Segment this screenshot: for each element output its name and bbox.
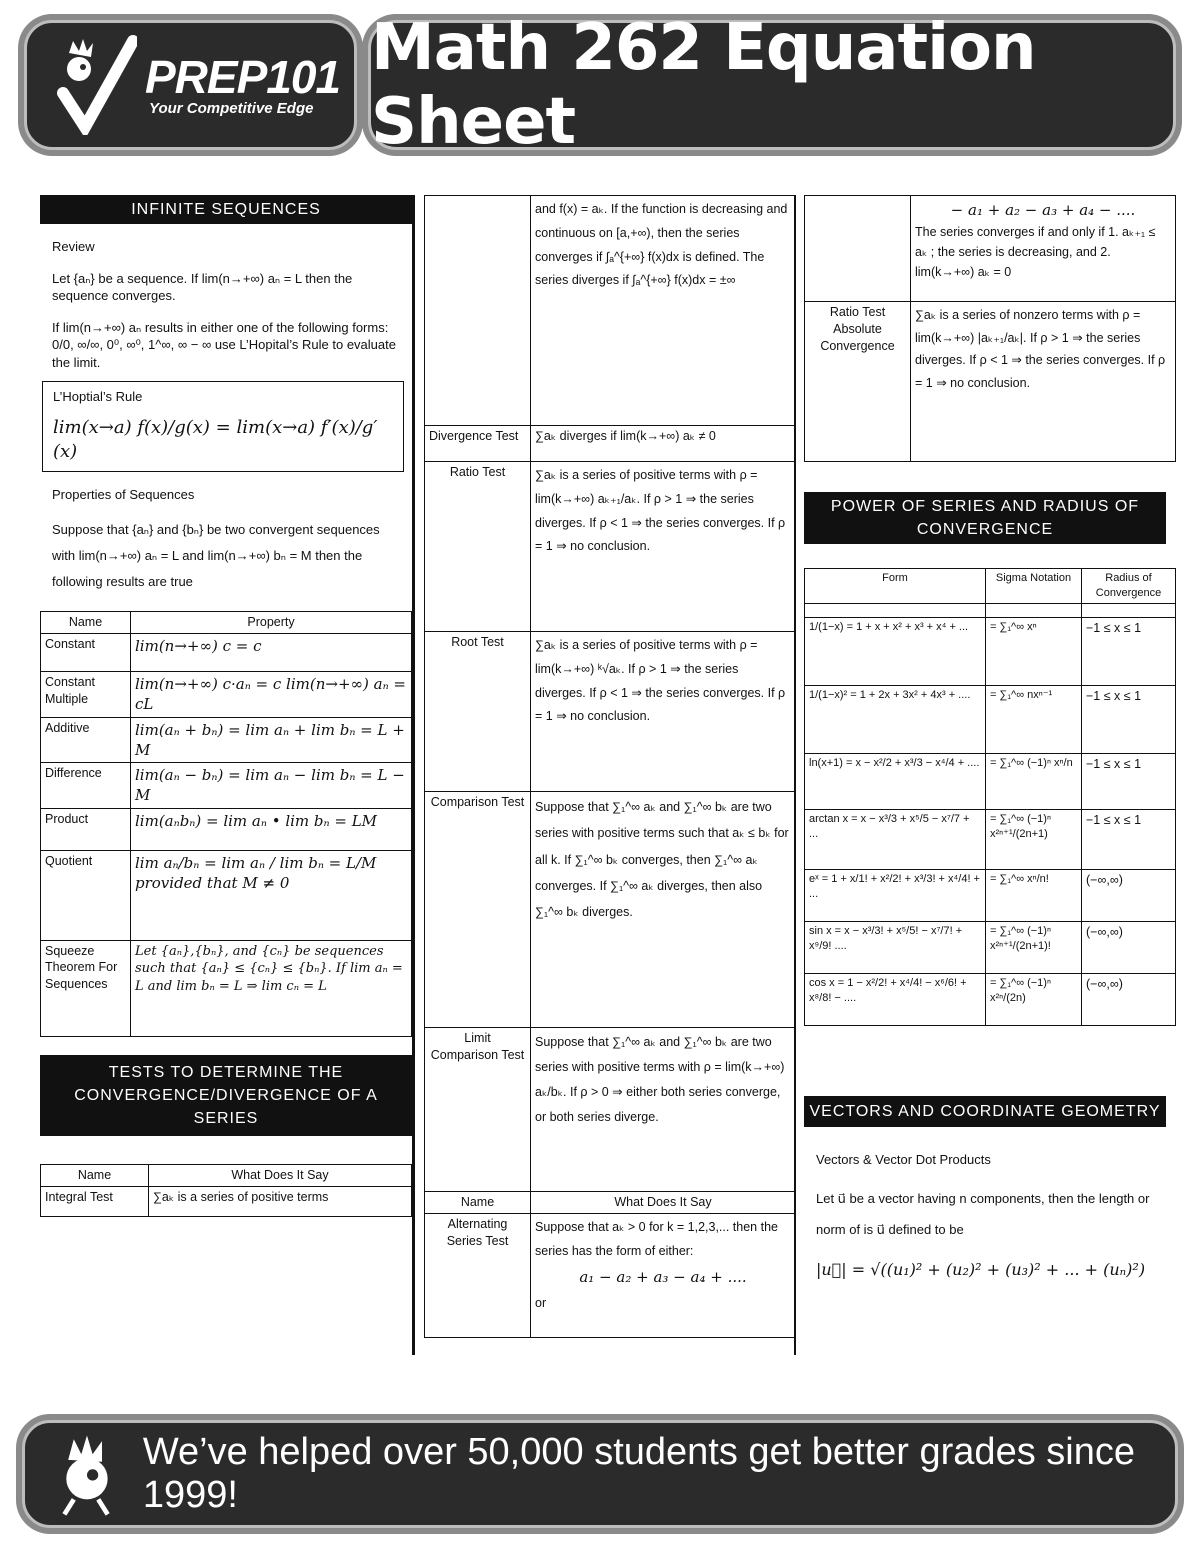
- col-header-radius: Radius of Convergence: [1082, 569, 1176, 604]
- logo-banner: [18, 14, 363, 156]
- tests-table-right: [804, 195, 1176, 462]
- right-column: [804, 195, 1176, 1281]
- indeterminate-forms: If lim(n→+∞) aₙ results in either one of the following forms: 0/0, ∞/∞, 0⁰, ∞⁰, 1^∞, ∞ − ∞ use L’Hopital’s Rule to evaluate the limit.: [52, 319, 396, 370]
- table-row: [41, 940, 412, 1036]
- row-text: ∑aₖ is a series of nonzero terms with ρ = lim(k→+∞) |aₖ₊₁/aₖ|. If ρ > 1 ⇒ the series diverges. If ρ < 1 ⇒ the series converges. If ρ = 1 ⇒ no conclusion.: [911, 302, 1176, 462]
- table-row: [41, 808, 412, 850]
- table-row: [805, 810, 1176, 870]
- row-sigma: = ∑₁^∞ (−1)ⁿ x²ⁿ⁺¹/(2n+1)!: [986, 922, 1082, 974]
- row-form: 1/(1−x) = 1 + x + x² + x³ + x⁴ + ...: [805, 618, 986, 686]
- row-name: Ratio Test Absolute Convergence: [805, 302, 911, 462]
- alternating-form-1: a₁ − a₂ + a₃ − a₄ + ....: [579, 1268, 747, 1287]
- table-row: [425, 462, 796, 632]
- row-name: Limit Comparison Test: [425, 1028, 531, 1192]
- col-header-what: What Does It Say: [149, 1165, 412, 1187]
- row-text: ∑aₖ diverges if lim(k→+∞) aₖ ≠ 0: [531, 426, 796, 462]
- table-row: [425, 1213, 796, 1337]
- column-divider: [412, 195, 415, 1355]
- row-name: Integral Test: [41, 1186, 149, 1216]
- row-radius: −1 ≤ x ≤ 1: [1082, 686, 1176, 754]
- row-form: 1/(1−x)² = 1 + 2x + 3x² + 4x³ + ....: [805, 686, 986, 754]
- alternating-text: Suppose that aₖ > 0 for k = 1,2,3,... then the series has the form of either:: [535, 1219, 778, 1258]
- table-row: [41, 763, 412, 809]
- power-series-table: [804, 568, 1176, 1026]
- table-header-row: [805, 569, 1176, 604]
- row-radius: −1 ≤ x ≤ 1: [1082, 754, 1176, 810]
- row-name: Squeeze Theorem For Sequences: [41, 940, 131, 1036]
- row-name: Quotient: [41, 850, 131, 940]
- title-banner: [362, 11, 1182, 159]
- row-name: Comparison Test: [425, 792, 531, 1028]
- row-name-empty: [425, 196, 531, 426]
- tests-table-left: [40, 1164, 412, 1217]
- section-heading-tests: TESTS TO DETERMINE THE CONVERGENCE/DIVERGENCE OF A SERIES: [40, 1055, 412, 1137]
- section-heading-power-series: POWER OF SERIES AND RADIUS OF CONVERGENCE: [804, 492, 1166, 544]
- table-row: [805, 974, 1176, 1026]
- section-heading-sequences: INFINITE SEQUENCES: [40, 195, 412, 224]
- table-row: [805, 196, 1176, 302]
- row-form: sin x = x − x³/3! + x⁵/5! − x⁷/7! + x⁹/9! ....: [805, 922, 986, 974]
- row-property: lim(aₙ + bₙ) = lim aₙ + lim bₙ = L + M: [131, 717, 412, 763]
- row-form: ln(x+1) = x − x²/2 + x³/3 − x⁴/4 + ....: [805, 754, 986, 810]
- row-text: ∑aₖ is a series of positive terms with ρ = lim(k→+∞) ᵏ√aₖ. If ρ > 1 ⇒ the series diverges. If ρ < 1 ⇒ the series converges. If ρ = 1 ⇒ no conclusion.: [531, 632, 796, 792]
- row-property: lim(aₙ − bₙ) = lim aₙ − lim bₙ = L − M: [131, 763, 412, 809]
- row-name: Root Test: [425, 632, 531, 792]
- alternating-form-2: − a₁ + a₂ − a₃ + a₄ − ....: [950, 201, 1136, 219]
- footer-banner: [16, 1414, 1184, 1534]
- middle-column: [424, 195, 796, 1338]
- mascot-icon: [55, 1429, 121, 1519]
- table-row: [41, 850, 412, 940]
- col-header-sigma: Sigma Notation: [986, 569, 1082, 604]
- lhopital-formula: lim(x→a) f(x)/g(x) = lim(x→a) f′(x)/g′(x): [53, 417, 378, 463]
- col-header-name: Name: [41, 1165, 149, 1187]
- section-heading-vectors: VECTORS AND COORDINATE GEOMETRY: [804, 1096, 1166, 1127]
- row-text: Suppose that ∑₁^∞ aₖ and ∑₁^∞ bₖ are two series with positive terms such that aₖ ≤ bₖ for all k. If ∑₁^∞ bₖ converges, then ∑₁^∞ aₖ converges. If ∑₁^∞ aₖ diverges, then also ∑₁^∞ bₖ diverges.: [531, 792, 796, 1028]
- table-row: [425, 196, 796, 426]
- row-property: lim(n→+∞) c·aₙ = c lim(n→+∞) aₙ = cL: [131, 672, 412, 718]
- table-row: [41, 672, 412, 718]
- table-row: [425, 792, 796, 1028]
- table-row: [41, 717, 412, 763]
- vectors-text: Let u⃗ be a vector having n components, then the length or norm of is u⃗ defined to be: [816, 1190, 1150, 1237]
- table-row: [41, 1186, 412, 1216]
- row-name: Product: [41, 808, 131, 850]
- brand-tagline: Your Competitive Edge: [149, 99, 314, 117]
- row-text: Suppose that ∑₁^∞ aₖ and ∑₁^∞ bₖ are two series with positive terms with ρ = lim(k→+∞) aₖ/bₖ. If ρ > 0 ⇒ either both series converge, or both series diverge.: [531, 1028, 796, 1192]
- page-title: Math 262 Equation Sheet: [371, 11, 1036, 159]
- row-name: Ratio Test: [425, 462, 531, 632]
- col-header-what: What Does It Say: [531, 1192, 796, 1214]
- row-sigma: = ∑₁^∞ nxⁿ⁻¹: [986, 686, 1082, 754]
- table-header-row: [425, 1192, 796, 1214]
- row-name: Divergence Test: [425, 426, 531, 462]
- row-text: ∑aₖ is a series of positive terms with ρ = lim(k→+∞) aₖ₊₁/aₖ. If ρ > 1 ⇒ the series diverges. If ρ < 1 ⇒ the series converges. If ρ = 1 ⇒ no conclusion.: [531, 462, 796, 632]
- table-row: [805, 302, 1176, 462]
- row-name-empty: [805, 196, 911, 302]
- row-sigma: = ∑₁^∞ (−1)ⁿ xⁿ/n: [986, 754, 1082, 810]
- row-radius: (−∞,∞): [1082, 922, 1176, 974]
- row-name: Difference: [41, 763, 131, 809]
- col-header-property: Property: [131, 612, 412, 634]
- mascot-check-icon: [55, 35, 137, 135]
- column-divider: [794, 195, 796, 1355]
- col-header-name: Name: [41, 612, 131, 634]
- table-row: [805, 870, 1176, 922]
- sequence-definition: Let {aₙ} be a sequence. If lim(n→+∞) aₙ = L then the sequence converges.: [52, 270, 353, 304]
- properties-title: Properties of Sequences: [52, 486, 195, 502]
- table-row: [425, 632, 796, 792]
- row-form: cos x = 1 − x²/2! + x⁴/4! − x⁶/6! + x⁸/8! − ....: [805, 974, 986, 1026]
- row-name: Constant: [41, 634, 131, 672]
- integral-test-continued: and f(x) = aₖ. If the function is decreasing and continuous on [a,+∞), then the series converges if ∫ₐ^{+∞} f(x)dx is defined. The series diverges if ∫ₐ^{+∞} f(x)dx = ±∞: [531, 196, 796, 426]
- table-header-row: [41, 612, 412, 634]
- left-column: [40, 195, 412, 1217]
- footer-slogan: We’ve helped over 50,000 students get better grades since 1999!: [142, 1431, 1135, 1516]
- col-header-name: Name: [425, 1192, 531, 1214]
- lhopital-title: L’Hoptial’s Rule: [53, 389, 143, 405]
- row-sigma: = ∑₁^∞ (−1)ⁿ x²ⁿ⁺¹/(2n+1): [986, 810, 1082, 870]
- row-radius: (−∞,∞): [1082, 870, 1176, 922]
- row-radius: −1 ≤ x ≤ 1: [1082, 810, 1176, 870]
- table-header-row: [41, 1165, 412, 1187]
- table-row: [41, 634, 412, 672]
- row-sigma: = ∑₁^∞ xⁿ: [986, 618, 1082, 686]
- table-row: [425, 1028, 796, 1192]
- row-text: ∑aₖ is a series of positive terms: [149, 1186, 412, 1216]
- table-row: [425, 426, 796, 462]
- brand-name: PREP101: [145, 50, 341, 103]
- table-row: [805, 618, 1176, 686]
- properties-intro: Suppose that {aₙ} and {bₙ} be two convergent sequences with lim(n→+∞) aₙ = L and lim(n→+∞) bₙ = M then the following results are true: [52, 522, 380, 590]
- row-name: Additive: [41, 717, 131, 763]
- row-property: lim aₙ/bₙ = lim aₙ / lim bₙ = L/M provided that M ≠ 0: [131, 850, 412, 940]
- row-sigma: = ∑₁^∞ xⁿ/n!: [986, 870, 1082, 922]
- alternating-condition: The series converges if and only if 1. aₖ₊₁ ≤ aₖ ; the series is decreasing, and 2. lim(k→+∞) aₖ = 0: [915, 225, 1156, 279]
- alternating-or: or: [535, 1295, 547, 1310]
- review-label: Review: [52, 239, 95, 255]
- table-row: [805, 922, 1176, 974]
- row-sigma: = ∑₁^∞ (−1)ⁿ x²ⁿ/(2n): [986, 974, 1082, 1026]
- row-form: arctan x = x − x³/3 + x⁵/5 − x⁷/7 + ...: [805, 810, 986, 870]
- table-row: [805, 604, 1176, 618]
- row-property: lim(aₙbₙ) = lim aₙ • lim bₙ = LM: [131, 808, 412, 850]
- vectors-subtitle: Vectors & Vector Dot Products: [816, 1152, 991, 1168]
- tests-table-middle: [424, 195, 796, 1338]
- row-name: Alternating Series Test: [425, 1213, 531, 1337]
- row-form: eˣ = 1 + x/1! + x²/2! + x³/3! + x⁴/4! + ...: [805, 870, 986, 922]
- lhopital-box: [42, 381, 404, 471]
- col-header-form: Form: [805, 569, 986, 604]
- row-radius: (−∞,∞): [1082, 974, 1176, 1026]
- sequence-properties-table: [40, 611, 412, 1036]
- table-row: [805, 754, 1176, 810]
- table-row: [805, 686, 1176, 754]
- vector-norm-formula: |u⃗| = √((u₁)² + (u₂)² + (u₃)² + ... + (uₙ)²): [816, 1260, 1146, 1280]
- row-radius: −1 ≤ x ≤ 1: [1082, 618, 1176, 686]
- row-property: lim(n→+∞) c = c: [131, 634, 412, 672]
- row-name: Constant Multiple: [41, 672, 131, 718]
- row-property: Let {aₙ},{bₙ}, and {cₙ} be sequences such that {aₙ} ≤ {cₙ} ≤ {bₙ}. If lim aₙ = L and lim bₙ = L ⇒ lim cₙ = L: [131, 940, 412, 1036]
